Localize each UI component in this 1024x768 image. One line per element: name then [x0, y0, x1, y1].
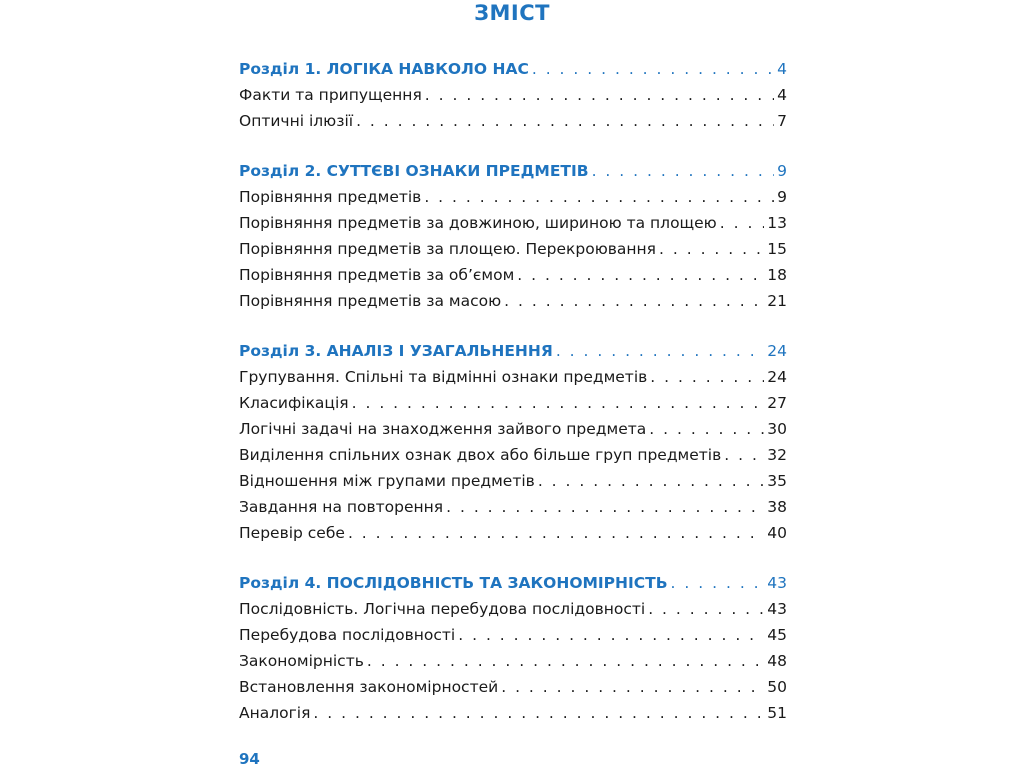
dot-leader — [446, 494, 764, 520]
toc-entry-label: Розділ 2. СУТТЄВІ ОЗНАКИ ПРЕДМЕТІВ — [239, 162, 589, 180]
toc-entry[interactable] — [239, 210, 787, 236]
dot-leader — [650, 364, 764, 390]
toc-entry-label: Послідовність. Логічна перебудова послідовності — [239, 600, 646, 618]
toc-entry-page: 24 — [767, 368, 787, 386]
toc-entry[interactable] — [239, 364, 787, 390]
toc-entry-label: Перебудова послідовності — [239, 626, 456, 644]
toc-entry[interactable] — [239, 184, 787, 210]
toc-entry-label: Відношення між групами предметів — [239, 472, 535, 490]
toc-entry[interactable] — [239, 596, 787, 622]
toc-entry-page: 30 — [767, 420, 787, 438]
toc-entry-page: 4 — [777, 86, 787, 104]
dot-leader — [504, 288, 764, 314]
toc-entry[interactable] — [239, 236, 787, 262]
toc-section-1 — [239, 56, 787, 134]
toc-entry-label: Порівняння предметів за об’ємом — [239, 266, 515, 284]
toc-entry-page: 51 — [767, 704, 787, 722]
toc-section-3 — [239, 338, 787, 546]
dot-leader — [538, 468, 764, 494]
toc-entry-page: 50 — [767, 678, 787, 696]
dot-leader — [724, 442, 764, 468]
toc-entry-label: Оптичні ілюзії — [239, 112, 354, 130]
toc-entry-page: 43 — [767, 574, 787, 592]
toc-entry-page: 45 — [767, 626, 787, 644]
toc-entry[interactable] — [239, 674, 787, 700]
dot-leader — [425, 82, 774, 108]
toc-entry-page: 4 — [777, 60, 787, 78]
toc-entry-page: 9 — [777, 188, 787, 206]
toc-entry-label: Виділення спільних ознак двох або більше груп предметів — [239, 446, 722, 464]
toc-entry[interactable] — [239, 288, 787, 314]
toc-entry-label: Перевір себе — [239, 524, 345, 542]
toc-entry-page: 15 — [767, 240, 787, 258]
toc-entry[interactable] — [239, 520, 787, 546]
toc-entry[interactable] — [239, 108, 787, 134]
toc-entry[interactable] — [239, 390, 787, 416]
dot-leader — [348, 520, 764, 546]
toc-entry[interactable] — [239, 416, 787, 442]
dot-leader — [671, 570, 765, 596]
dot-leader — [649, 416, 764, 442]
toc-section-heading[interactable] — [239, 570, 787, 596]
toc-entry[interactable] — [239, 262, 787, 288]
dot-leader — [592, 158, 775, 184]
toc-section-heading[interactable] — [239, 338, 787, 364]
dot-leader — [501, 674, 764, 700]
toc-section-2 — [239, 158, 787, 314]
toc-entry-page: 18 — [767, 266, 787, 284]
toc-entry-label: Розділ 4. ПОСЛІДОВНІСТЬ ТА ЗАКОНОМІРНІСТЬ — [239, 574, 668, 592]
toc-entry[interactable] — [239, 494, 787, 520]
toc-entry-page: 35 — [767, 472, 787, 490]
toc-entry-page: 7 — [777, 112, 787, 130]
toc-entry-label: Розділ 1. ЛОГІКА НАВКОЛО НАС — [239, 60, 529, 78]
toc-entry[interactable] — [239, 82, 787, 108]
toc-entry-page: 40 — [767, 524, 787, 542]
toc-entry[interactable] — [239, 468, 787, 494]
dot-leader — [352, 390, 765, 416]
toc-section-heading[interactable] — [239, 56, 787, 82]
toc-entry-label: Закономірність — [239, 652, 364, 670]
toc-entry-page: 32 — [767, 446, 787, 464]
toc-entry-page: 24 — [767, 342, 787, 360]
toc-entry-label: Розділ 3. АНАЛІЗ І УЗАГАЛЬНЕННЯ — [239, 342, 553, 360]
dot-leader — [659, 236, 764, 262]
toc-entry-label: Аналогія — [239, 704, 311, 722]
toc-entry[interactable] — [239, 648, 787, 674]
toc-entry-label: Завдання на повторення — [239, 498, 444, 516]
toc-entry-page: 27 — [767, 394, 787, 412]
toc-entry-label: Встановлення закономірностей — [239, 678, 499, 696]
toc-entry-page: 21 — [767, 292, 787, 310]
toc-entry-label: Порівняння предметів за довжиною, шириною та площею — [239, 214, 717, 232]
dot-leader — [356, 108, 774, 134]
dot-leader — [313, 700, 764, 726]
toc-entry-label: Порівняння предметів за масою — [239, 292, 502, 310]
toc-entry-page: 43 — [767, 600, 787, 618]
toc-section-heading[interactable] — [239, 158, 787, 184]
dot-leader — [720, 210, 765, 236]
toc-entry-page: 48 — [767, 652, 787, 670]
dot-leader — [532, 56, 774, 82]
dot-leader — [556, 338, 764, 364]
dot-leader — [367, 648, 764, 674]
toc-entry[interactable] — [239, 700, 787, 726]
page-number: 94 — [239, 750, 260, 768]
dot-leader — [517, 262, 764, 288]
dot-leader — [458, 622, 764, 648]
toc-entry-label: Порівняння предметів за площею. Перекроювання — [239, 240, 657, 258]
toc-entry-label: Порівняння предметів — [239, 188, 422, 206]
table-of-contents — [239, 56, 787, 750]
toc-entry-label: Логічні задачі на знаходження зайвого предмета — [239, 420, 647, 438]
toc-entry-page: 9 — [777, 162, 787, 180]
toc-entry[interactable] — [239, 442, 787, 468]
toc-section-4 — [239, 570, 787, 726]
toc-entry-page: 13 — [767, 214, 787, 232]
dot-leader — [648, 596, 764, 622]
toc-entry-label: Класифікація — [239, 394, 349, 412]
toc-entry-label: Групування. Спільні та відмінні ознаки предметів — [239, 368, 648, 386]
toc-entry-label: Факти та припущення — [239, 86, 422, 104]
dot-leader — [424, 184, 774, 210]
toc-entry-page: 38 — [767, 498, 787, 516]
toc-entry[interactable] — [239, 622, 787, 648]
page-title: ЗМІСТ — [474, 1, 550, 25]
